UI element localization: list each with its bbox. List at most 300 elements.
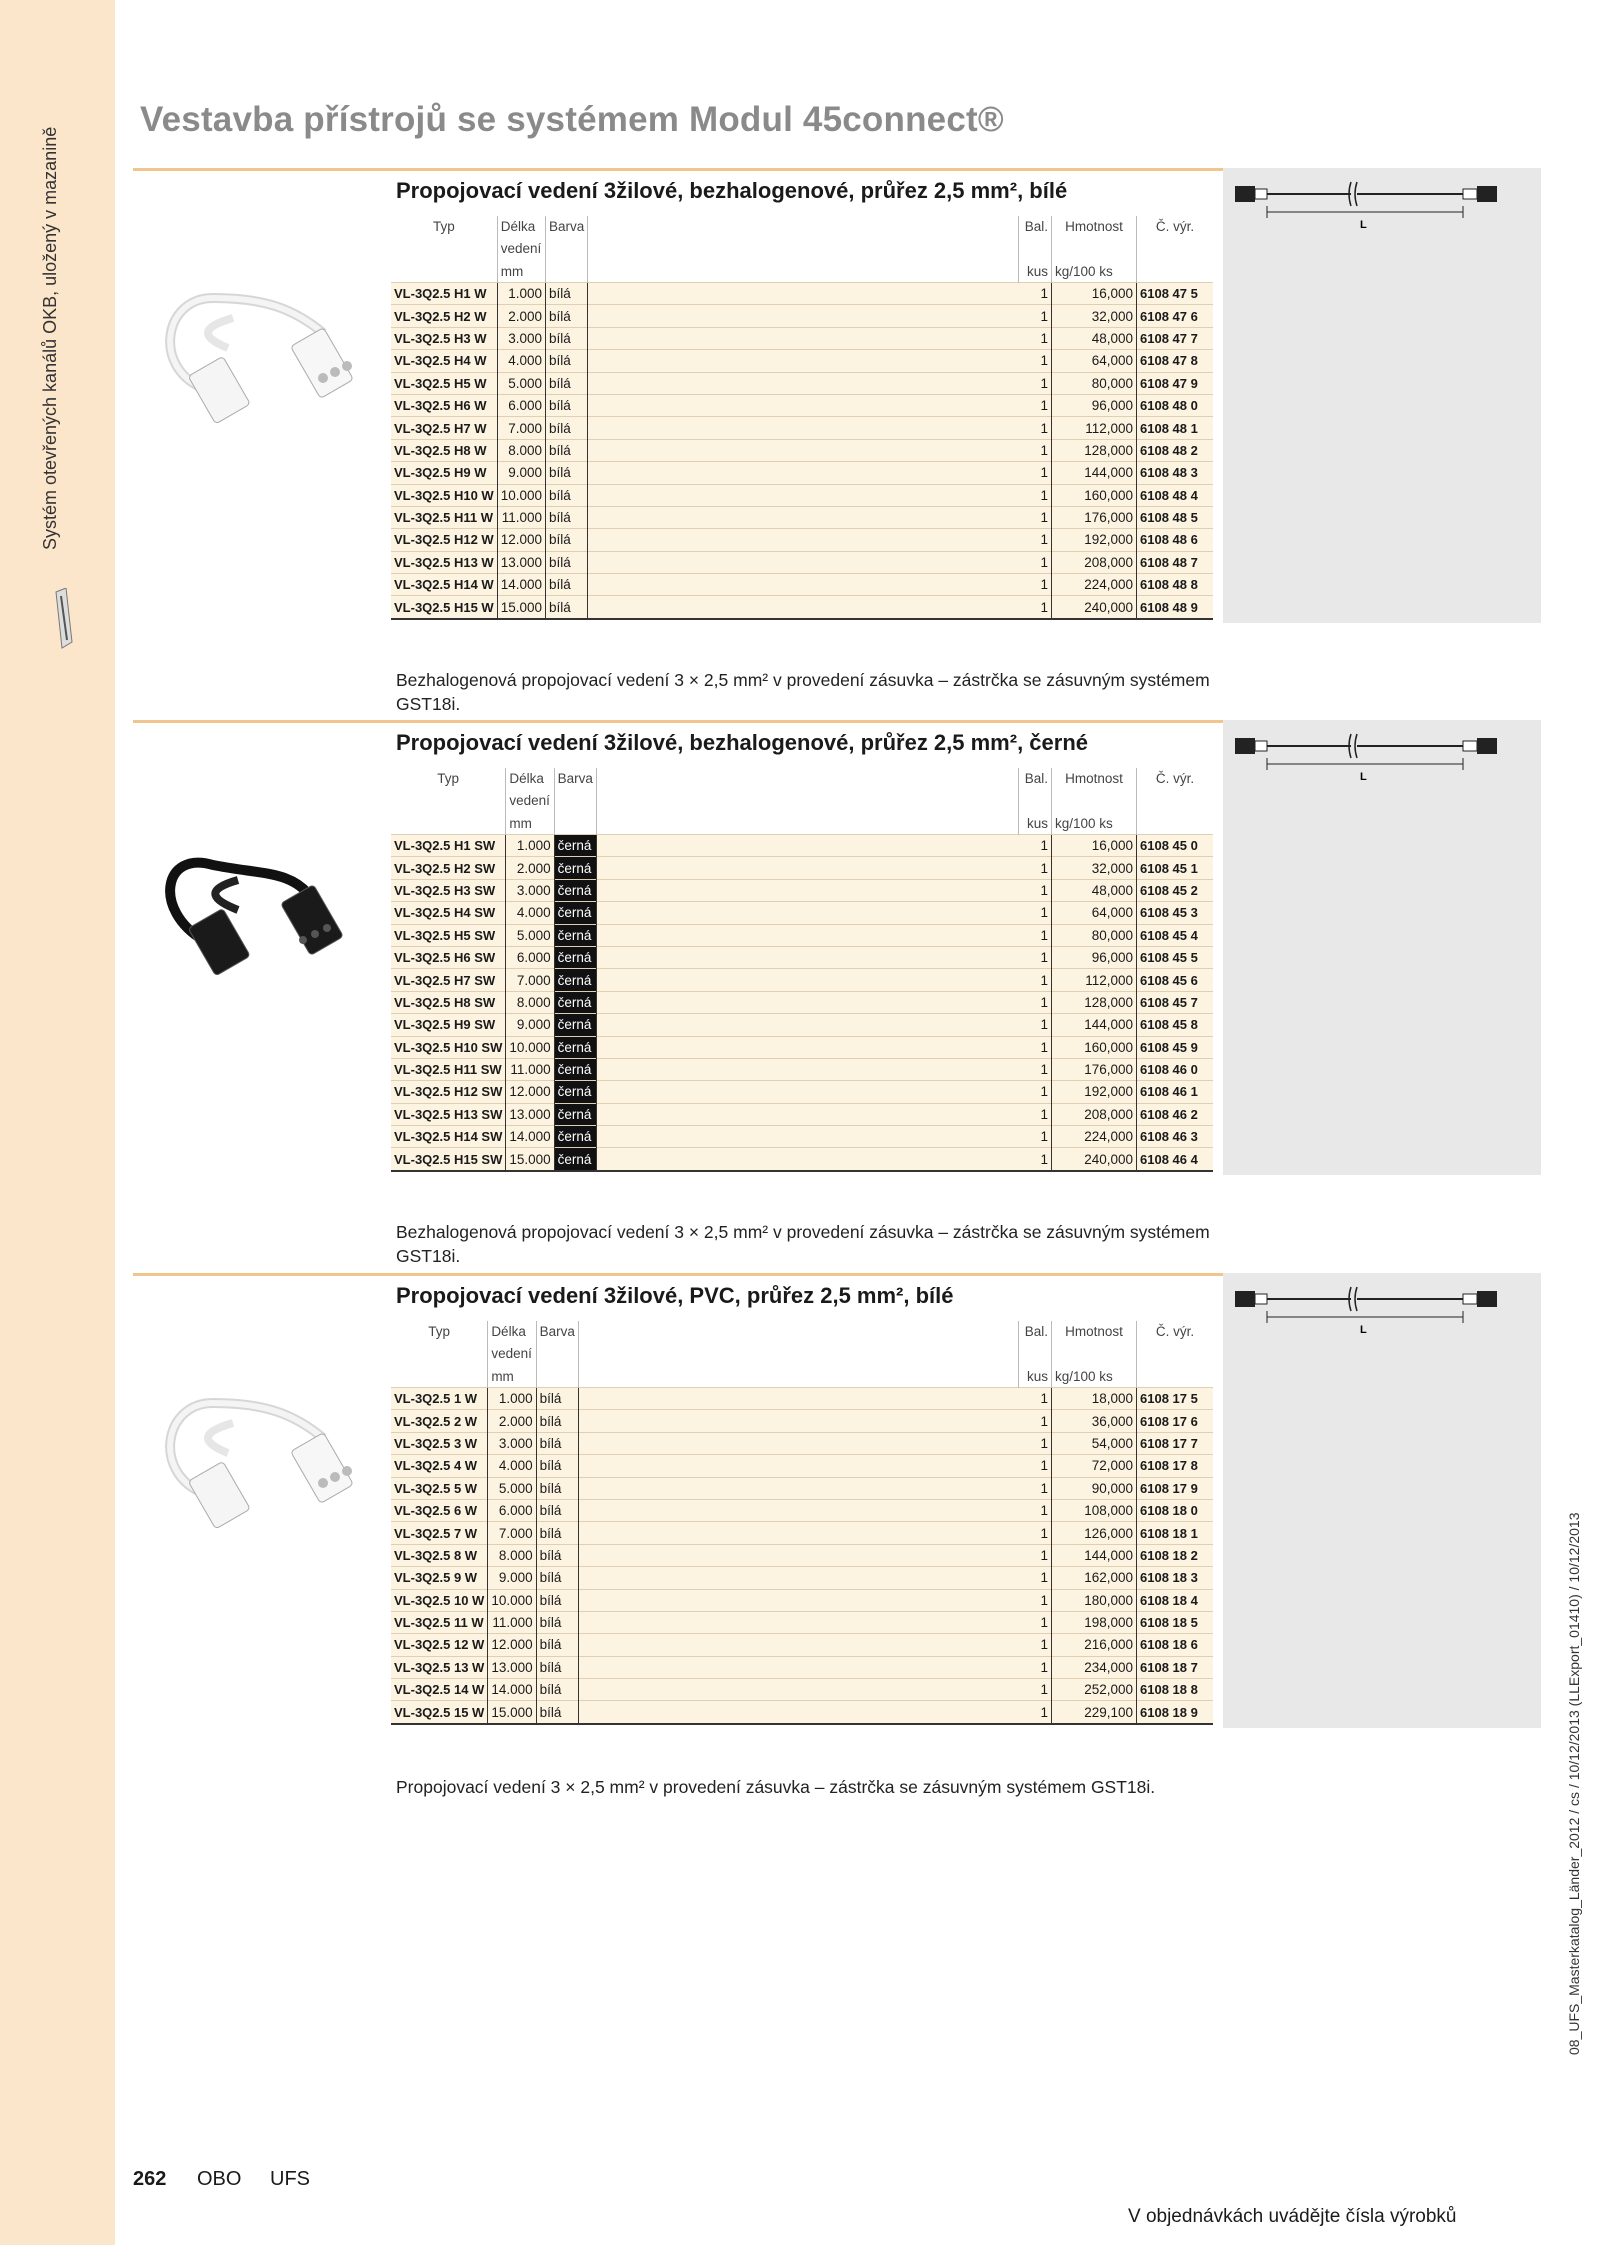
cable-length: 13.000 [488,1656,536,1678]
weight: 36,000 [1052,1410,1137,1432]
col-cvyr: Č. výr. [1137,768,1214,812]
product-section-2 [133,720,1541,1280]
cable-length: 12.000 [497,529,545,551]
spacer [596,1058,1018,1080]
article-number: 6108 48 3 [1137,462,1214,484]
unit-blank [536,1365,578,1388]
article-number: 6108 47 8 [1137,350,1214,372]
col-spacer [578,1321,1018,1365]
weight: 126,000 [1052,1522,1137,1544]
pack-qty: 1 [1019,924,1052,946]
pack-qty: 1 [1019,462,1052,484]
color: bílá [546,283,588,305]
weight: 16,000 [1052,835,1137,857]
weight: 234,000 [1052,1656,1137,1678]
col-spacer [596,768,1018,812]
product-code: VL-3Q2.5 2 W [391,1410,488,1432]
table-row [391,1388,1213,1410]
pack-qty: 1 [1019,372,1052,394]
color: bílá [546,327,588,349]
pack-qty: 1 [1019,1567,1052,1589]
cable-length: 4.000 [506,902,554,924]
product-code: VL-3Q2.5 H7 W [391,417,497,439]
product-code: VL-3Q2.5 H14 W [391,574,497,596]
cable-length: 5.000 [488,1477,536,1499]
spacer [578,1477,1018,1499]
cable-length: 10.000 [506,1036,554,1058]
table-row [391,1611,1213,1633]
weight: 128,000 [1052,991,1137,1013]
table-row [391,1589,1213,1611]
pack-qty: 1 [1019,394,1052,416]
color: bílá [536,1567,578,1589]
cable-length: 11.000 [497,506,545,528]
table-row [391,1058,1213,1080]
spacer [596,991,1018,1013]
product-code: VL-3Q2.5 11 W [391,1611,488,1633]
color: černá [554,1126,596,1148]
article-number: 6108 46 0 [1137,1058,1214,1080]
pack-qty: 1 [1019,1014,1052,1036]
pack-qty: 1 [1019,1477,1052,1499]
article-number: 6108 18 2 [1137,1544,1214,1566]
weight: 176,000 [1052,1058,1137,1080]
spacer [578,1410,1018,1432]
article-number: 6108 18 5 [1137,1611,1214,1633]
color: bílá [536,1499,578,1521]
pack-qty: 1 [1019,835,1052,857]
color: bílá [546,417,588,439]
pack-qty: 1 [1019,439,1052,461]
pack-qty: 1 [1019,1701,1052,1724]
col-barva: Barva [536,1321,578,1365]
channel-icon [52,588,74,650]
cable-length: 3.000 [506,879,554,901]
weight: 180,000 [1052,1589,1137,1611]
article-number: 6108 45 1 [1137,857,1214,879]
product-code: VL-3Q2.5 H3 W [391,327,497,349]
color: bílá [536,1634,578,1656]
pack-qty: 1 [1019,1432,1052,1454]
spacer [588,596,1019,619]
product-section-3 [133,1273,1541,1833]
product-table [391,216,1213,620]
cable-length: 8.000 [506,991,554,1013]
color: bílá [536,1522,578,1544]
black-cable-photo [143,790,373,990]
weight: 128,000 [1052,439,1137,461]
color: bílá [546,394,588,416]
unit-blank [554,812,596,835]
weight: 96,000 [1052,946,1137,968]
product-code: VL-3Q2.5 6 W [391,1499,488,1521]
color: bílá [546,350,588,372]
spacer [578,1522,1018,1544]
cable-diagram [1223,720,1541,1175]
col-typ: Typ [391,768,506,812]
product-code: VL-3Q2.5 H2 W [391,305,497,327]
col-hmotnost: Hmotnost [1052,768,1137,812]
spacer [588,394,1019,416]
col-bal: Bal. [1019,216,1052,260]
product-code: VL-3Q2.5 H4 SW [391,902,506,924]
table-row [391,1679,1213,1701]
pack-qty: 1 [1019,879,1052,901]
cable-length: 2.000 [488,1410,536,1432]
unit-kus: kus [1019,1365,1052,1388]
cable-length: 2.000 [497,305,545,327]
cable-length: 9.000 [488,1567,536,1589]
article-number: 6108 47 5 [1137,283,1214,305]
color: černá [554,1081,596,1103]
article-number: 6108 47 9 [1137,372,1214,394]
section-title: Propojovací vedení 3žilové, bezhalogenové, průřez 2,5 mm², černé [396,730,1089,755]
cable-length: 15.000 [497,596,545,619]
table-row [391,529,1213,551]
weight: 176,000 [1052,506,1137,528]
pack-qty: 1 [1019,596,1052,619]
white-pvc-cable-photo [143,1343,373,1543]
cable-length: 12.000 [506,1081,554,1103]
unit-blank [1137,812,1214,835]
table-row [391,1432,1213,1454]
pack-qty: 1 [1019,1148,1052,1171]
spacer [596,1103,1018,1125]
spacer [596,1081,1018,1103]
weight: 160,000 [1052,1036,1137,1058]
table-row [391,1081,1213,1103]
pack-qty: 1 [1019,417,1052,439]
article-number: 6108 17 8 [1137,1455,1214,1477]
pack-qty: 1 [1019,350,1052,372]
spacer [578,1611,1018,1633]
table-row [391,1126,1213,1148]
cable-length: 15.000 [488,1701,536,1724]
weight: 224,000 [1052,1126,1137,1148]
cable-length: 7.000 [488,1522,536,1544]
article-number: 6108 48 8 [1137,574,1214,596]
cable-length: 7.000 [506,969,554,991]
color: bílá [546,574,588,596]
color: bílá [546,596,588,619]
article-number: 6108 45 4 [1137,924,1214,946]
weight: 240,000 [1052,1148,1137,1171]
pack-qty: 1 [1019,946,1052,968]
color: černá [554,857,596,879]
weight: 80,000 [1052,372,1137,394]
article-number: 6108 18 0 [1137,1499,1214,1521]
col-typ: Typ [391,216,497,260]
weight: 48,000 [1052,879,1137,901]
spacer [578,1679,1018,1701]
product-code: VL-3Q2.5 8 W [391,1544,488,1566]
cable-length: 10.000 [488,1589,536,1611]
spacer [578,1634,1018,1656]
product-code: VL-3Q2.5 15 W [391,1701,488,1724]
col-cvyr: Č. výr. [1137,216,1214,260]
cable-length: 11.000 [488,1611,536,1633]
table-row [391,350,1213,372]
table-row [391,1014,1213,1036]
spacer [578,1455,1018,1477]
table-row [391,574,1213,596]
color: bílá [536,1455,578,1477]
footer-brand: OBO [197,2168,242,2190]
pack-qty: 1 [1019,1522,1052,1544]
weight: 32,000 [1052,305,1137,327]
product-code: VL-3Q2.5 7 W [391,1522,488,1544]
weight: 208,000 [1052,1103,1137,1125]
pack-qty: 1 [1019,1611,1052,1633]
cable-length: 4.000 [488,1455,536,1477]
col-bal: Bal. [1019,1321,1052,1365]
product-code: VL-3Q2.5 H1 W [391,283,497,305]
spacer [588,350,1019,372]
spacer [588,417,1019,439]
article-number: 6108 45 2 [1137,879,1214,901]
color: bílá [546,439,588,461]
article-number: 6108 17 5 [1137,1388,1214,1410]
article-number: 6108 18 4 [1137,1589,1214,1611]
section-note: Bezhalogenová propojovací vedení 3 × 2,5 mm² v provedení zásuvka – zástrčka se zásuvným systémem GST18i. [396,1222,1210,1266]
spacer [578,1701,1018,1724]
spacer [588,484,1019,506]
spacer [588,462,1019,484]
weight: 144,000 [1052,1544,1137,1566]
color: černá [554,991,596,1013]
product-code: VL-3Q2.5 H4 W [391,350,497,372]
color: černá [554,1058,596,1080]
spacer [578,1499,1018,1521]
weight: 72,000 [1052,1455,1137,1477]
cable-diagram [1223,1273,1541,1728]
section-note: Bezhalogenová propojovací vedení 3 × 2,5 mm² v provedení zásuvka – zástrčka se zásuvným systémem GST18i. [396,670,1210,714]
spacer [596,946,1018,968]
spacer [596,879,1018,901]
table-row [391,283,1213,305]
col-delka: Délka vedení [497,216,545,260]
pack-qty: 1 [1019,1634,1052,1656]
spacer [596,835,1018,857]
color: bílá [536,1656,578,1678]
article-number: 6108 45 8 [1137,1014,1214,1036]
product-code: VL-3Q2.5 H10 SW [391,1036,506,1058]
weight: 192,000 [1052,1081,1137,1103]
cable-length: 5.000 [497,372,545,394]
spacer [588,529,1019,551]
weight: 240,000 [1052,596,1137,619]
weight: 64,000 [1052,350,1137,372]
color: černá [554,879,596,901]
article-number: 6108 45 0 [1137,835,1214,857]
product-code: VL-3Q2.5 H15 SW [391,1148,506,1171]
pack-qty: 1 [1019,1499,1052,1521]
cable-length: 13.000 [497,551,545,573]
table-row [391,372,1213,394]
spacer [588,372,1019,394]
weight: 216,000 [1052,1634,1137,1656]
color: černá [554,902,596,924]
product-code: VL-3Q2.5 H13 W [391,551,497,573]
weight: 48,000 [1052,327,1137,349]
product-table [391,1321,1213,1725]
article-number: 6108 45 9 [1137,1036,1214,1058]
table-row [391,1410,1213,1432]
spacer [578,1656,1018,1678]
weight: 144,000 [1052,462,1137,484]
weight: 160,000 [1052,484,1137,506]
weight: 54,000 [1052,1432,1137,1454]
section-title: Propojovací vedení 3žilové, bezhalogenové, průřez 2,5 mm², bílé [396,178,1068,203]
pack-qty: 1 [1019,305,1052,327]
spacer [588,283,1019,305]
weight: 96,000 [1052,394,1137,416]
spacer [578,1544,1018,1566]
unit-blank [578,1365,1018,1388]
article-number: 6108 18 7 [1137,1656,1214,1678]
length-label: L [1360,219,1367,231]
pack-qty: 1 [1019,529,1052,551]
document-id: 08_UFS_Masterkatalog_Länder_2012 / cs / 10/12/2013 (LLExport_01410) / 10/12/2013 [1566,1512,1582,2055]
product-section-1 [133,168,1541,728]
cable-length: 15.000 [506,1148,554,1171]
cable-length: 1.000 [497,283,545,305]
product-code: VL-3Q2.5 H8 W [391,439,497,461]
spacer [588,574,1019,596]
table-row [391,1656,1213,1678]
cable-length: 1.000 [506,835,554,857]
order-note: V objednávkách uvádějte čísla výrobků [1128,2206,1457,2227]
table-row [391,969,1213,991]
section-title: Propojovací vedení 3žilové, PVC, průřez 2,5 mm², bílé [396,1283,954,1308]
weight: 108,000 [1052,1499,1137,1521]
table-row [391,924,1213,946]
cable-length: 6.000 [488,1499,536,1521]
article-number: 6108 46 2 [1137,1103,1214,1125]
col-bal: Bal. [1019,768,1052,812]
article-number: 6108 48 2 [1137,439,1214,461]
pack-qty: 1 [1019,1058,1052,1080]
table-row [391,305,1213,327]
article-number: 6108 48 9 [1137,596,1214,619]
product-code: VL-3Q2.5 H9 SW [391,1014,506,1036]
spacer [588,305,1019,327]
col-hmotnost: Hmotnost [1052,216,1137,260]
cable-length: 8.000 [488,1544,536,1566]
article-number: 6108 45 5 [1137,946,1214,968]
spacer [588,551,1019,573]
table-row [391,1103,1213,1125]
article-number: 6108 17 7 [1137,1432,1214,1454]
col-spacer [588,216,1019,260]
table-row [391,1036,1213,1058]
pack-qty: 1 [1019,1388,1052,1410]
pack-qty: 1 [1019,991,1052,1013]
color: černá [554,946,596,968]
color: bílá [546,484,588,506]
color: černá [554,835,596,857]
color: černá [554,1036,596,1058]
table-row [391,484,1213,506]
product-code: VL-3Q2.5 12 W [391,1634,488,1656]
product-code: VL-3Q2.5 5 W [391,1477,488,1499]
color: bílá [536,1410,578,1432]
weight: 198,000 [1052,1611,1137,1633]
pack-qty: 1 [1019,1103,1052,1125]
spacer [578,1589,1018,1611]
product-code: VL-3Q2.5 H11 W [391,506,497,528]
product-code: VL-3Q2.5 H11 SW [391,1058,506,1080]
cable-length: 14.000 [506,1126,554,1148]
spacer [578,1432,1018,1454]
unit-blank [588,260,1019,283]
white-cable-photo [143,238,373,438]
cable-length: 8.000 [497,439,545,461]
color: bílá [536,1701,578,1724]
weight: 32,000 [1052,857,1137,879]
page-title: Vestavba přístrojů se systémem Modul 45connect® [140,100,1004,139]
color: bílá [546,372,588,394]
unit-blank [1137,1365,1214,1388]
color: bílá [546,551,588,573]
table-row [391,1522,1213,1544]
cable-length: 6.000 [506,946,554,968]
unit-blank [391,260,497,283]
unit-blank [391,812,506,835]
page-number: 262 [133,2168,167,2190]
product-code: VL-3Q2.5 13 W [391,1656,488,1678]
product-code: VL-3Q2.5 H15 W [391,596,497,619]
cable-diagram [1223,168,1541,623]
pack-qty: 1 [1019,1589,1052,1611]
color: bílá [536,1589,578,1611]
product-table [391,768,1213,1172]
footer-product-line: UFS [270,2168,310,2190]
unit-blank [546,260,588,283]
article-number: 6108 45 3 [1137,902,1214,924]
article-number: 6108 46 4 [1137,1148,1214,1171]
pack-qty: 1 [1019,484,1052,506]
product-code: VL-3Q2.5 H5 SW [391,924,506,946]
table-row [391,879,1213,901]
spacer [596,857,1018,879]
article-number: 6108 47 6 [1137,305,1214,327]
product-code: VL-3Q2.5 H13 SW [391,1103,506,1125]
cable-length: 3.000 [488,1432,536,1454]
cable-length: 13.000 [506,1103,554,1125]
table-row [391,1567,1213,1589]
cable-length: 1.000 [488,1388,536,1410]
product-code: VL-3Q2.5 10 W [391,1589,488,1611]
spacer [588,439,1019,461]
section-note: Propojovací vedení 3 × 2,5 mm² v provedení zásuvka – zástrčka se zásuvným systémem GST18i. [396,1777,1156,1797]
cable-length: 10.000 [497,484,545,506]
table-row [391,835,1213,857]
product-code: VL-3Q2.5 H12 SW [391,1081,506,1103]
article-number: 6108 48 5 [1137,506,1214,528]
article-number: 6108 18 8 [1137,1679,1214,1701]
table-row [391,439,1213,461]
weight: 112,000 [1052,969,1137,991]
cable-length: 14.000 [497,574,545,596]
weight: 192,000 [1052,529,1137,551]
weight: 208,000 [1052,551,1137,573]
article-number: 6108 46 3 [1137,1126,1214,1148]
unit-kus: kus [1019,812,1052,835]
color: černá [554,1103,596,1125]
article-number: 6108 47 7 [1137,327,1214,349]
pack-qty: 1 [1019,1036,1052,1058]
